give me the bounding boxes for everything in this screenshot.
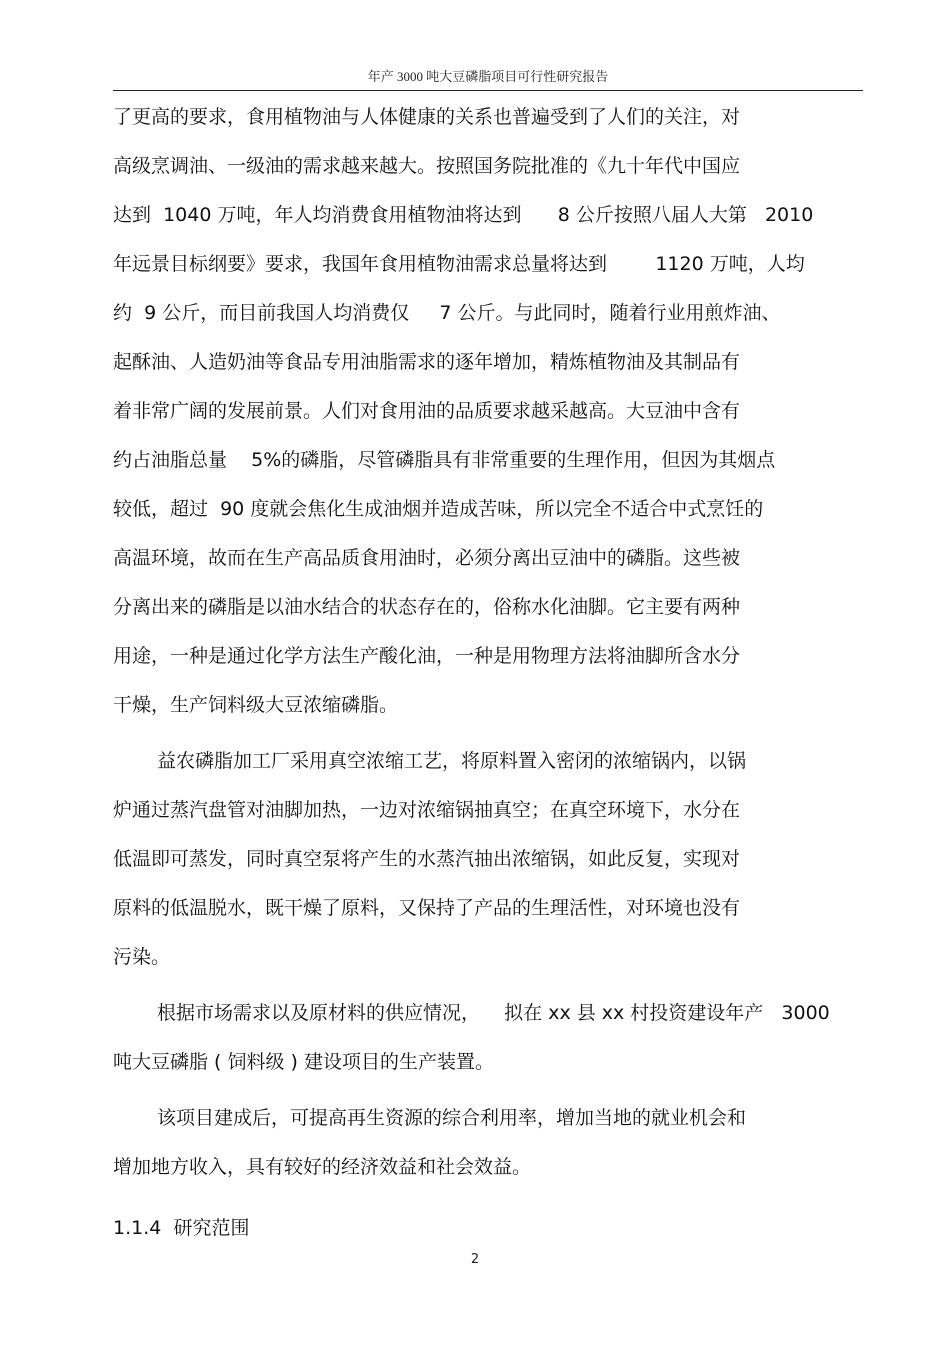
header-rule [113,90,863,91]
text-line: 约占油脂总量 5%的磷脂，尽管磷脂具有非常重要的生理作用，但因为其烟点 [113,449,776,471]
text-line: 用途，一种是通过化学方法生产酸化油，一种是用物理方法将油脚所含水分 [113,645,741,667]
text-line: 约 9 公斤，而目前我国人均消费仅 7 公斤。与此同时，随着行业用煎炸油、 [113,302,781,324]
paragraph [113,737,863,982]
running-header: 年产 3000 吨大豆磷脂项目可行性研究报告 [367,69,609,84]
text-line: 该项目建成后，可提高再生资源的综合利用率，增加当地的就业机会和 [157,1107,747,1129]
text-line: 炉通过蒸汽盘管对油脚加热，一边对浓缩锅抽真空；在真空环境下，水分在 [113,799,741,821]
text-line: 益农磷脂加工厂采用真空浓缩工艺，将原料置入密闭的浓缩锅内，以锅 [157,750,747,772]
text-line: 根据市场需求以及原材料的供应情况， 拟在 xx 县 xx 村投资建设年产 3000 [157,1002,830,1024]
text-line: 较低，超过 90 度就会焦化生成油烟并造成苦味，所以完全不适合中式烹饪的 [113,498,764,520]
paragraph-gap [113,982,863,989]
text-line: 低温即可蒸发，同时真空泵将产生的水蒸汽抽出浓缩锅，如此反复，实现对 [113,848,741,870]
body-text [113,93,863,1253]
page-number: 2 [470,1252,480,1267]
section-number: 1.1.4 [113,1217,162,1239]
text-line: 原料的低温脱水，既干燥了原料，又保持了产品的生理活性，对环境也没有 [113,897,741,919]
text-line: 增加地方收入，具有较好的经济效益和社会效益。 [113,1156,532,1178]
text-line: 污染。 [113,946,171,968]
section-title: 研究范围 [173,1217,250,1239]
text-line: 达到 1040 万吨，年人均消费食用植物油将达到 8 公斤按照八届人大第 2010 [113,204,814,226]
text-line: 起酥油、人造奶油等食品专用油脂需求的逐年增加，精炼植物油及其制品有 [113,351,741,373]
text-line: 了更高的要求，食用植物油与人体健康的关系也普遍受到了人们的关注，对 [113,106,741,128]
text-line: 年远景目标纲要》要求，我国年食用植物油需求总量将达到 1120 万吨，人均 [113,253,805,275]
paragraph-gap [113,1087,863,1094]
text-line: 分离出来的磷脂是以油水结合的状态存在的，俗称水化油脚。它主要有两种 [113,596,741,618]
text-line: 着非常广阔的发展前景。人们对食用油的品质要求越采越高。大豆油中含有 [113,400,741,422]
text-line: 干燥，生产饲料级大豆浓缩磷脂。 [113,694,399,716]
text-line: 高温环境，故而在生产高品质食用油时，必须分离出豆油中的磷脂。这些被 [113,547,741,569]
section-heading [113,1204,863,1253]
text-line: 高级烹调油、一级油的需求越来越大。按照国务院批准的《九十年代中国应 [113,155,741,177]
paragraph [113,93,863,730]
paragraph-gap [113,730,863,737]
paragraph [113,1094,863,1192]
text-line: 吨大豆磷脂 ( 饲料级 ) 建设项目的生产装置。 [113,1051,494,1073]
paragraph [113,989,863,1087]
